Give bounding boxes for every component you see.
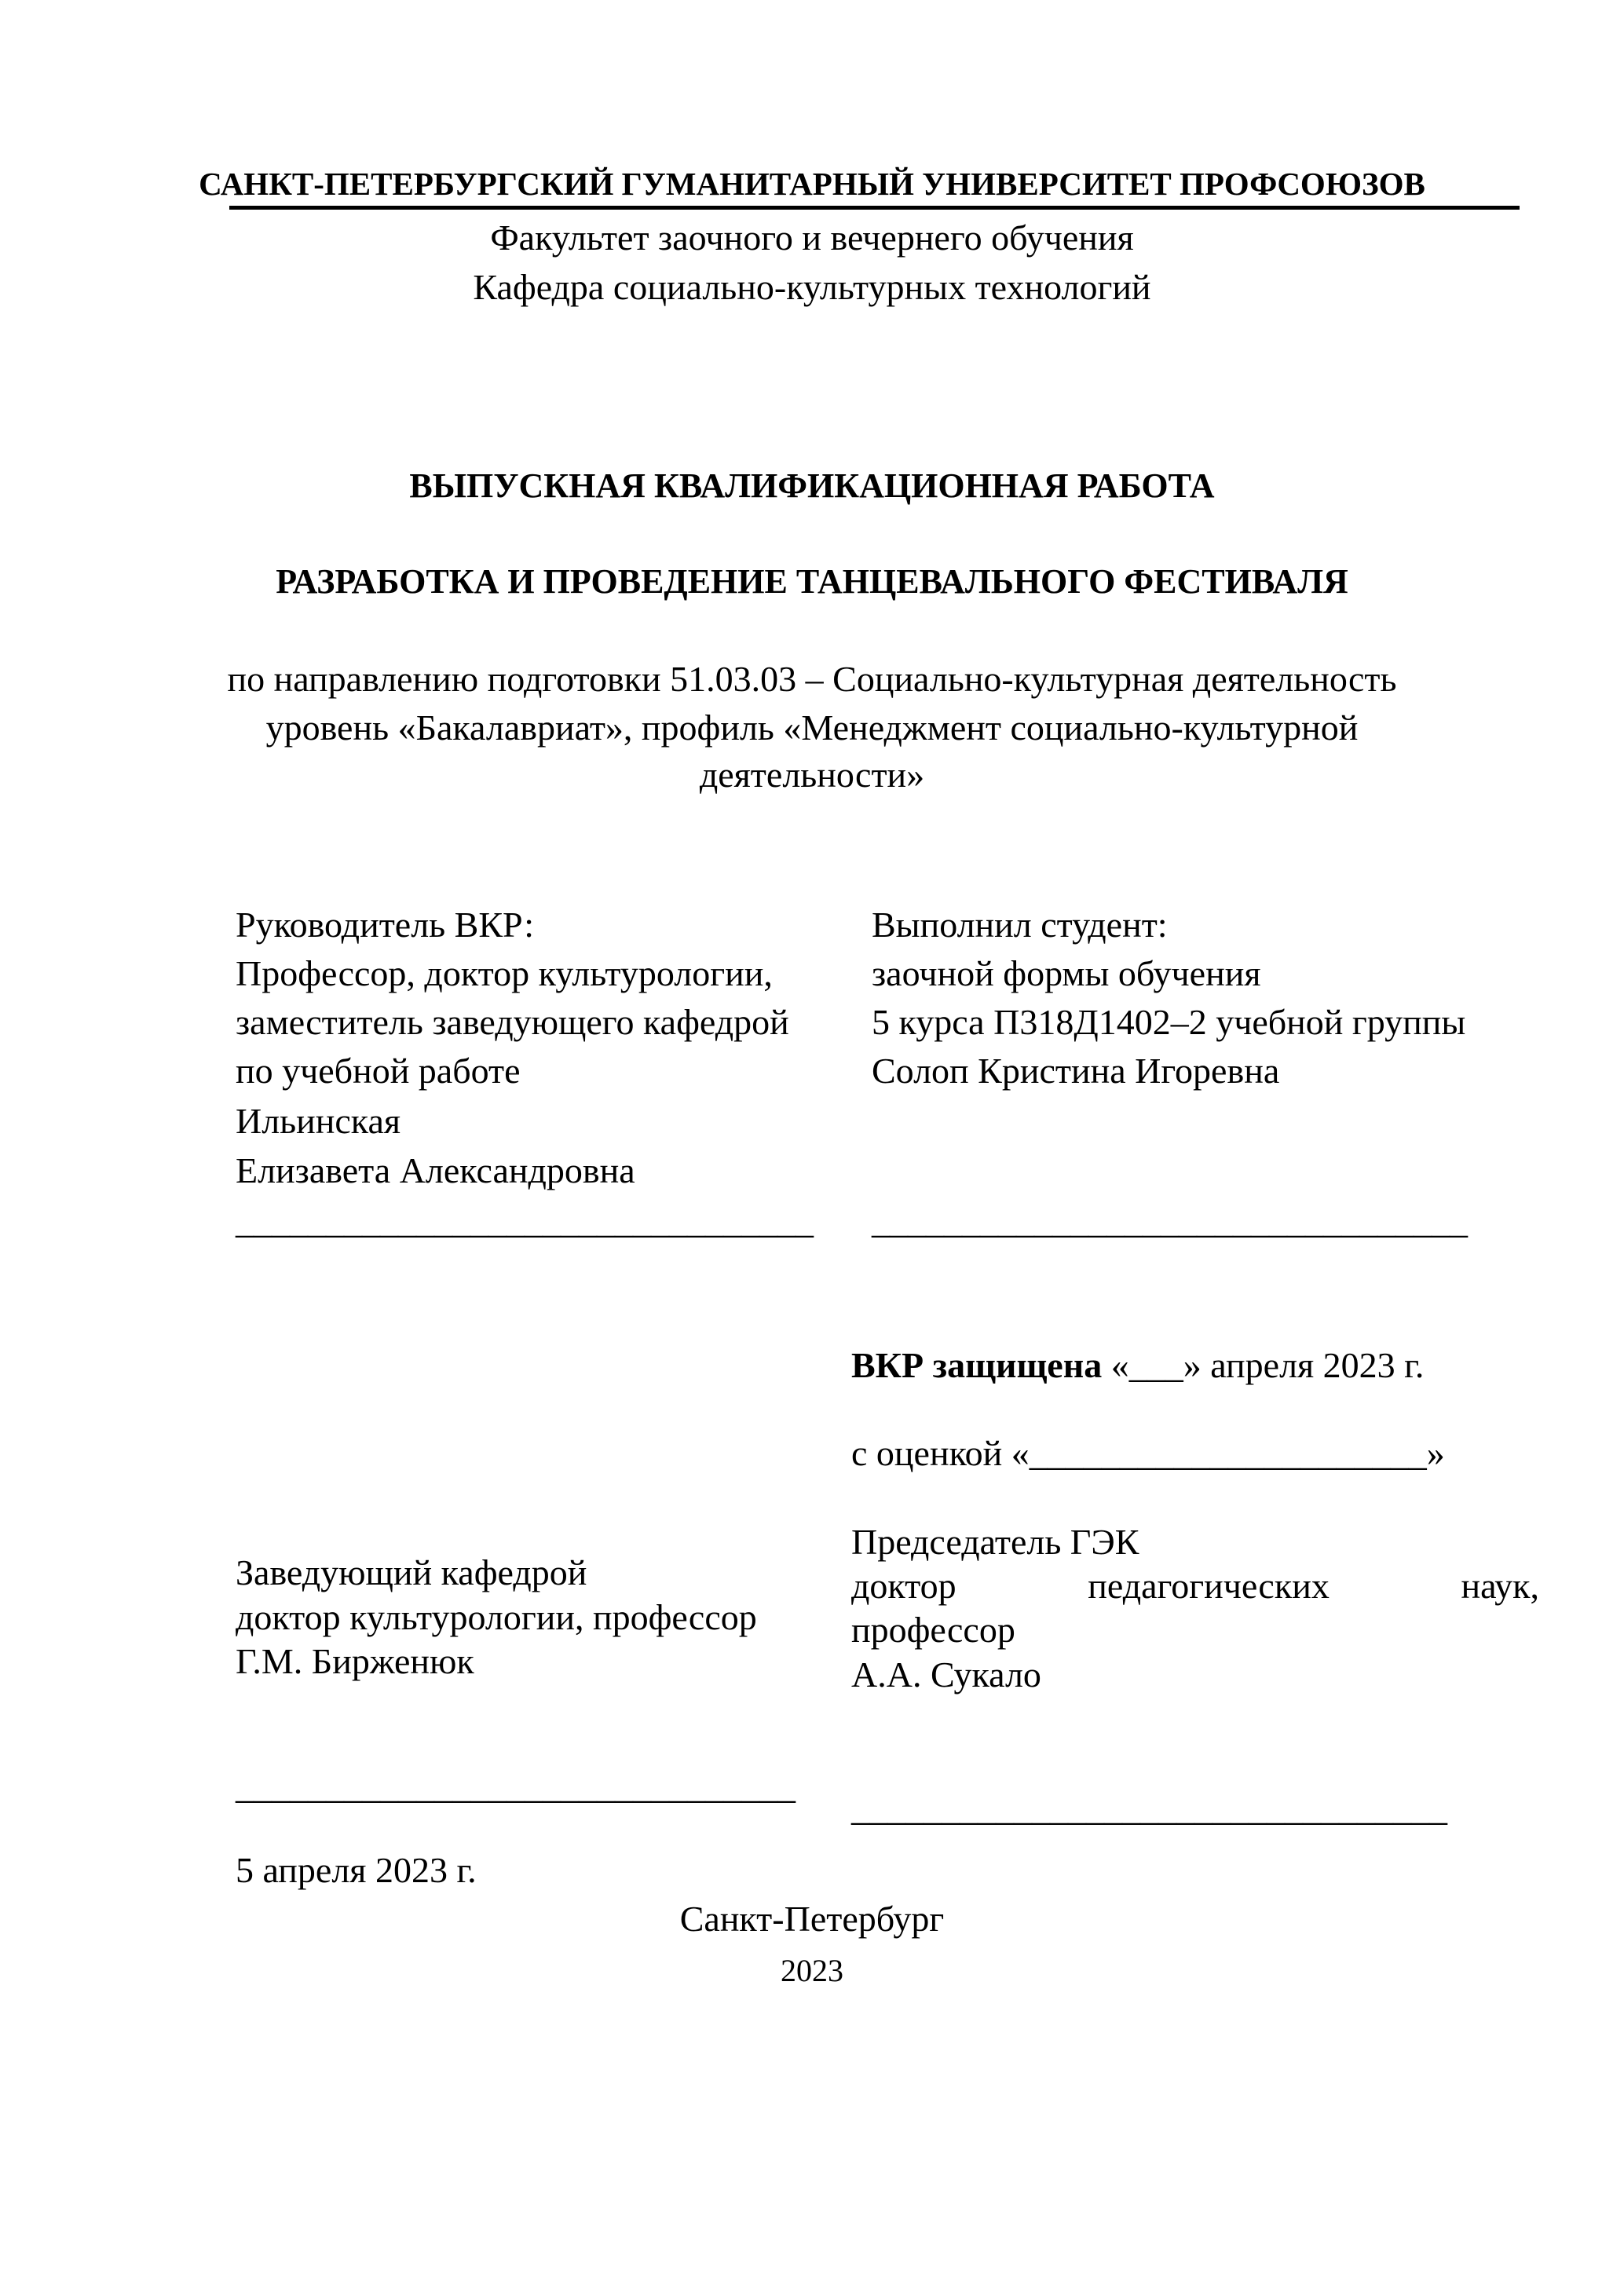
student-line: заочной формы обучения xyxy=(872,953,1261,993)
direction-line-3: деятельности» xyxy=(699,755,925,795)
chair-degree-word: педагогических xyxy=(1088,1566,1330,1606)
chair-degree-word: наук, xyxy=(1461,1566,1539,1606)
head-signature-line: _______________________________ xyxy=(236,1766,796,1806)
head-line: Г.М. Бирженюк xyxy=(236,1641,474,1681)
chair-degree-word: доктор xyxy=(851,1566,956,1606)
head-date: 5 апреля 2023 г. xyxy=(236,1850,477,1890)
work-type: ВЫПУСКНАЯ КВАЛИФИКАЦИОННАЯ РАБОТА xyxy=(409,466,1215,505)
chair-signature-line: _________________________________ xyxy=(851,1788,1447,1828)
head-line: доктор культурологии, профессор xyxy=(236,1597,757,1637)
student-line: 5 курса П318Д1402–2 учебной группы xyxy=(872,1002,1466,1042)
year: 2023 xyxy=(781,1953,843,1988)
supervisor-line: Руководитель ВКР: xyxy=(236,905,535,945)
student-line: Солоп Кристина Игоревна xyxy=(872,1051,1280,1091)
department-name: Кафедра социально-культурных технологий xyxy=(473,267,1151,307)
defense-label: ВКР защищена xyxy=(851,1345,1103,1385)
supervisor-signature-line: ________________________________ xyxy=(236,1201,814,1241)
supervisor-line: Елизавета Александровна xyxy=(236,1150,635,1190)
chair-degree-line xyxy=(851,1568,1539,1604)
university-name: САНКТ-ПЕТЕРБУРГСКИЙ ГУМАНИТАРНЫЙ УНИВЕРСИТЕТ ПРОФСОЮЗОВ xyxy=(199,166,1425,202)
chair-line: профессор xyxy=(851,1610,1015,1650)
header-rule xyxy=(229,206,1520,210)
chair-line: А.А. Сукало xyxy=(851,1654,1041,1695)
grade-line: с оценкой «______________________» xyxy=(851,1433,1445,1473)
direction-line-1: по направлению подготовки 51.03.03 – Социально-культурная деятельность xyxy=(227,659,1397,699)
supervisor-line: Ильинская xyxy=(236,1101,401,1141)
student-line: Выполнил студент: xyxy=(872,905,1168,945)
defense-line xyxy=(851,1347,1424,1384)
chair-line: Председатель ГЭК xyxy=(851,1522,1139,1562)
defense-date: «___» апреля 2023 г. xyxy=(1102,1345,1425,1385)
direction-line-2: уровень «Бакалавриат», профиль «Менеджмент социально-культурной xyxy=(265,707,1359,748)
head-line: Заведующий кафедрой xyxy=(236,1552,587,1592)
student-signature-line: _________________________________ xyxy=(872,1201,1468,1241)
work-title: РАЗРАБОТКА И ПРОВЕДЕНИЕ ТАНЦЕВАЛЬНОГО ФЕСТИВАЛЯ xyxy=(276,562,1348,601)
city: Санкт-Петербург xyxy=(679,1899,945,1939)
supervisor-line: заместитель заведующего кафедрой xyxy=(236,1002,789,1042)
faculty-name: Факультет заочного и вечернего обучения xyxy=(490,218,1134,258)
supervisor-line: Профессор, доктор культурологии, xyxy=(236,953,773,993)
supervisor-line: по учебной работе xyxy=(236,1051,521,1091)
